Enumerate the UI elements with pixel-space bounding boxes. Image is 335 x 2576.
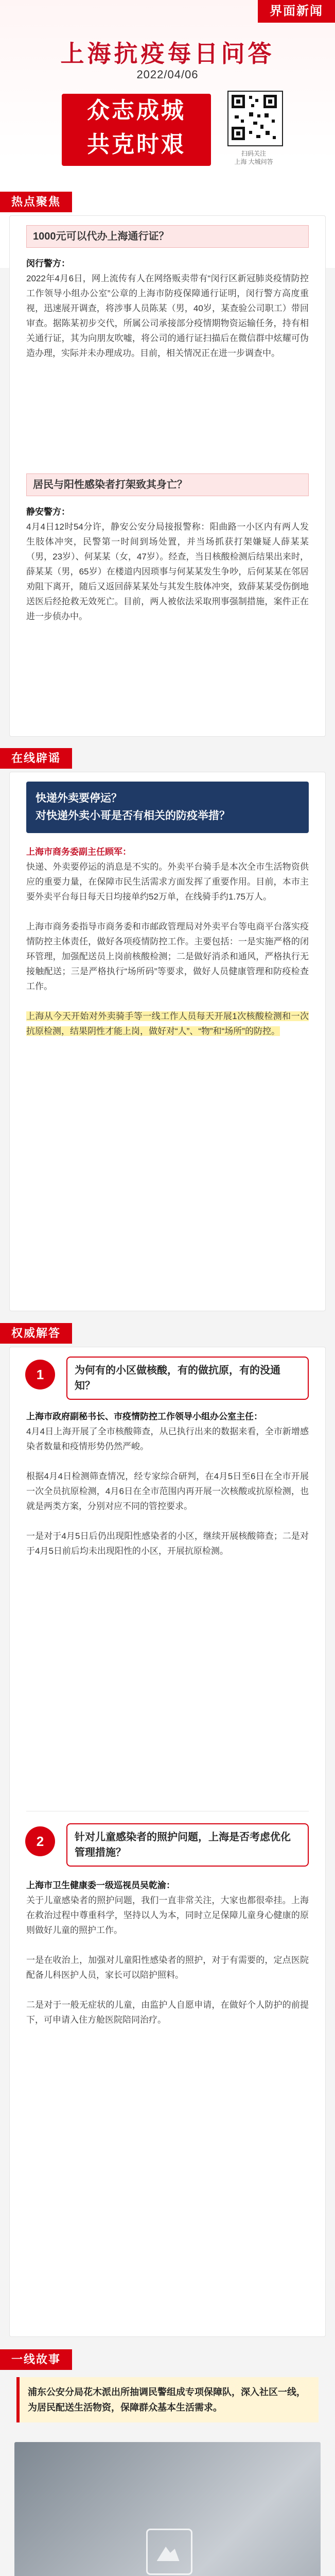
section-tab-hot: 热点聚焦 (0, 192, 72, 212)
slogan-line-1: 众志成城 (87, 98, 186, 123)
section-tab-rumor: 在线辟谣 (0, 748, 72, 769)
authority-answer-2-p2: 一是在收治上，加强对儿童阳性感染者的照护，对于有需要的，定点医院配备儿科医护人员，家长可以陪护照料。 (26, 1955, 309, 1980)
hot-answer-2-text: 4月4日12时54分许，静安公安分局接报警称：阳曲路一小区内有两人发生肢体冲突，民警第一时间到场处置，并当场抓获打架嫌疑人薛某某（男，23岁）、何某某（女，47岁）。经查，当日核酸检测后结果出来时，薛某某（男，65岁）在楼道内因琐事与何某某发生争吵，后何某某在邻居劝阻下离开，随后又返回薛某某处与其发生肢体冲突，致薛某某受伤倒地送医后经抢救无效死亡。目前，两人被依法采取刑事强制措施，案件正在进一步侦办中。 (26, 522, 309, 621)
authority-answer-2-p3: 二是对于一般无症状的儿童，由监护人自愿申请，在做好个人防护的前提下，可申请入住方舱医院陪同治疗。 (26, 2000, 309, 2025)
page-title: 上海抗疫每日问答 (60, 40, 275, 67)
authority-answer-2 (26, 1878, 309, 2027)
slogan-line-2: 共克时艰 (87, 132, 186, 157)
brand-logo[interactable]: 界面新闻 (258, 0, 335, 23)
rumor-card (9, 772, 326, 1311)
qr-code-icon[interactable] (227, 91, 283, 146)
rumor-question-1: 快递外卖要停运？ (36, 792, 122, 804)
question-number-2: 2 (25, 1826, 55, 1856)
hot-answer-1 (26, 256, 309, 361)
question-number-1: 1 (25, 1360, 55, 1389)
qr-caption: 扫码关注 上海 大城问答 (234, 150, 273, 165)
rumor-answer-p2: 上海市商务委指导市商务委和市邮政管理局对外卖平台等电商平台落实疫情防控主体责任，做好各项疫情防控工作。主要包括：一是实施严格的闭环管理，加强配送员上岗前核酸检测；二是做好消杀和通风，严格执行无接触配送；三是严格执行“场所码”等要求，做好人员健康管理和防疫检查工作。 (26, 922, 309, 991)
rumor-question-2: 对快递外卖小哥是否有相关的防疫举措？ (36, 810, 230, 822)
authority-answer-1-p2: 根据4月4日检测筛查情况，经专家综合研判，在4月5日至6日在全市开展一次全员抗原检测，4月6日在全市范围内再开展一次核酸或抗原检测，也就是两类方案，分别对应不同的管控要求。 (26, 1471, 309, 1511)
hot-answer-2-source: 静安警方： (26, 507, 70, 517)
hot-question-2: 居民与阳性感染者打架致其身亡？ (26, 473, 309, 496)
authority-answer-1 (26, 1409, 309, 1558)
hot-answer-2 (26, 504, 309, 624)
image-icon (146, 2529, 192, 2575)
rumor-question-box (26, 782, 309, 833)
authority-answer-1-p3: 一是对于4月5日后仍出现阳性感染者的小区，继续开展核酸筛查；二是对于4月5日前后均未出现阳性的小区，开展抗原检测。 (26, 1531, 309, 1556)
rumor-answer-p1: 快递、外卖要停运的消息是不实的。外卖平台骑手是本次全市生活物资供应的重要力量，在保障市民生活需求方面发挥了重要作用。目前，本市主要外卖平台每日每天日均接单约52万单，在线骑手约1.75万人。 (26, 862, 309, 902)
authority-question-2: 针对儿童感染者的照护问题，上海是否考虑优化管理措施？ (66, 1823, 309, 1867)
authority-answer-1-p1: 4月4日上海开展了全市核酸筛查，从已执行出来的数据来看，全市新增感染者数量和疫情形势仍然严峻。 (26, 1427, 309, 1451)
section-tab-frontline: 一线故事 (0, 2349, 72, 2370)
authority-question-1: 为何有的小区做核酸，有的做抗原，有的没通知？ (66, 1357, 309, 1400)
frontline-caption-1: 浦东公安分局花木派出所抽调民警组成专项保障队，深入社区一线，为居民配送生活物资，保障群众基本生活需求。 (16, 2377, 319, 2422)
rumor-answer-source: 上海市商务委副主任顾军： (26, 847, 131, 857)
rumor-answer-p3: 上海从今天开始对外卖骑手等一线工作人员每天开展1次核酸检测和一次抗原检测，结果阴性才能上岗，做好对“人”、“物”和“场所”的防控。 (26, 1011, 309, 1036)
frontline-photo-1[interactable] (14, 2442, 321, 2576)
section-tab-authority: 权威解答 (0, 1323, 72, 1344)
rumor-answer (26, 844, 309, 1039)
hot-question-1: 1000元可以代办上海通行证？ (26, 225, 309, 248)
hot-answer-1-text: 2022年4月6日，网上流传有人在网络贩卖带有“闵行区新冠肺炎疫情防控工作领导小组办公室”公章的上海市防疫保障通行证明，闵行警方高度重视，迅速展开调查，将涉事人员陈某（男，40岁，某查验公司职工）带回审查。据陈某初步交代，所属公司承接部分疫情期物资运输任务，持有相关通行证，其为向朋友吹嘘，将公司的通行证扫描后在微信群中炫耀可伪造办理，实际并未办理成功。目前，相关情况正在进一步调查中。 (26, 274, 309, 358)
hot-answer-1-source: 闵行警方： (26, 259, 70, 268)
authority-answer-1-source: 上海市政府副秘书长、市疫情防控工作领导小组办公室主任： (26, 1412, 262, 1421)
authority-answer-2-source: 上海市卫生健康委一级巡视员吴乾渝： (26, 1880, 175, 1890)
slogan-banner (62, 94, 211, 166)
hot-card (9, 215, 326, 737)
publish-date: 2022/04/06 (136, 68, 199, 81)
authority-card (9, 1347, 326, 2337)
authority-answer-2-p1: 关于儿童感染者的照护问题，我们一直非常关注，大家也都很牵挂。上海在救治过程中尊重科学，坚持以人为本，同时立足保障儿童身心健康的原则做好儿童的照护工作。 (26, 1895, 309, 1935)
